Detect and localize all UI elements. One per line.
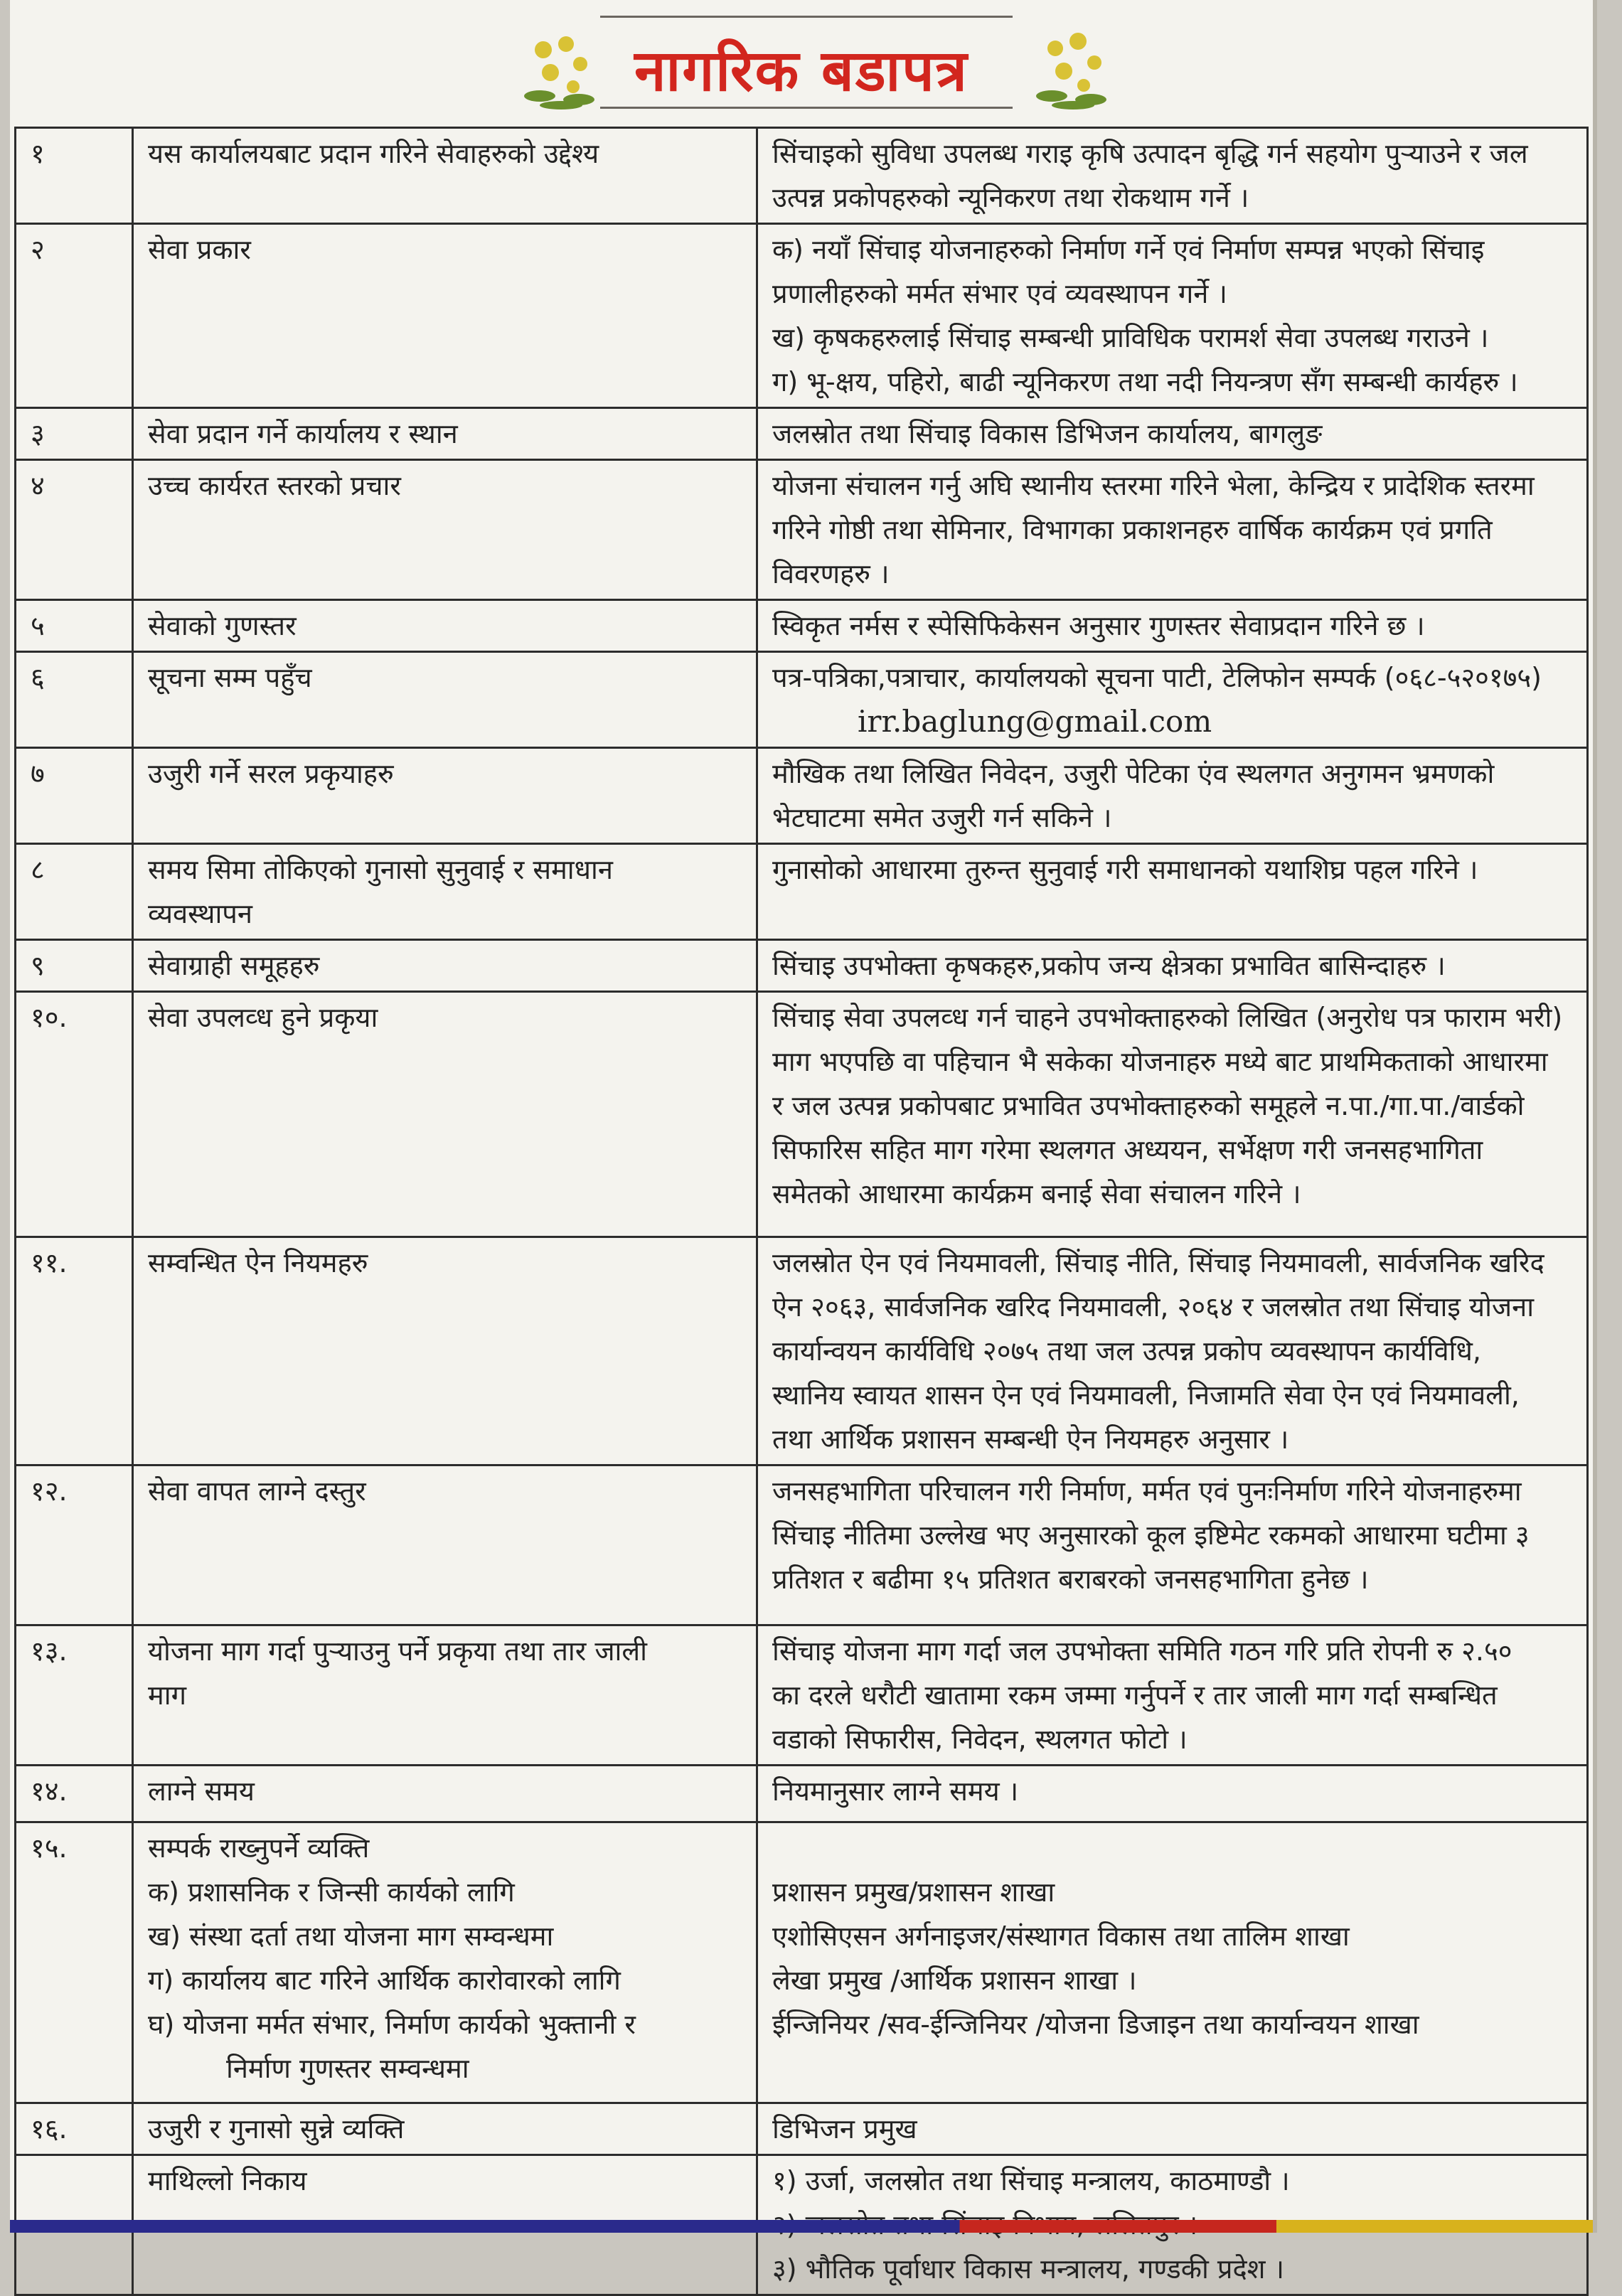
description-line: स्थानिय स्वायत शासन ऐन एवं नियमावली, निजामति सेवा ऐन एवं नियमावली, xyxy=(772,1379,1520,1411)
description-line: र जल उत्पन्न प्रकोपबाट प्रभावित उपभोक्ताहरुको समूहले न.पा./गा.पा./वार्डको xyxy=(772,1090,1525,1121)
description-line: ईन्जिनियर /सव-ईन्जिनियर /योजना डिजाइन तथा कार्यान्वयन शाखा xyxy=(772,2009,1419,2040)
description-line: उत्पन्न प्रकोपहरुको न्यूनिकरण तथा रोकथाम गर्ने । xyxy=(772,182,1249,213)
page-title: नागरिक बडापत्र xyxy=(634,38,969,104)
row-number: १६. xyxy=(16,2103,133,2155)
topic-line: योजना माग गर्दा पुऱ्याउनु पर्ने प्रकृया तथा तार जाली xyxy=(148,1635,647,1667)
row-description xyxy=(757,992,1588,1237)
row-number: ७ xyxy=(16,748,133,844)
description-line: भेटघाटमा समेत उजुरी गर्न सकिने । xyxy=(772,802,1112,833)
row-topic xyxy=(133,992,757,1237)
description-line: विवरणहरु । xyxy=(772,558,890,589)
topic-line: निर्माण गुणस्तर सम्वन्धमा xyxy=(226,2053,469,2084)
description-line: स्विकृत नर्मस र स्पेसिफिकेसन अनुसार गुणस्तर सेवाप्रदान गरिने छ । xyxy=(772,610,1425,641)
topic-line: यस कार्यालयबाट प्रदान गरिने सेवाहरुको उद्देश्य xyxy=(148,138,599,169)
description-line: जनसहभागिता परिचालन गरी निर्माण, मर्मत एवं पुनःनिर्माण गरिने योजनाहरुमा xyxy=(772,1475,1522,1507)
description-line: एशोसिएसन अर्गनाइजर/संस्थागत विकास तथा तालिम शाखा xyxy=(772,1921,1350,1952)
row-topic xyxy=(133,1237,757,1465)
row-description xyxy=(757,1822,1588,2103)
topic-line: समय सिमा तोकिएको गुनासो सुनुवाई र समाधान xyxy=(148,854,613,885)
topic-line: सेवा उपलव्ध हुने प्रकृया xyxy=(148,1002,378,1033)
topic-line: सेवा प्रदान गर्ने कार्यालय र स्थान xyxy=(148,418,458,449)
table-row xyxy=(16,1625,1588,1766)
row-number: १४. xyxy=(16,1766,133,1822)
row-number: १ xyxy=(16,128,133,224)
row-topic xyxy=(133,408,757,460)
description-line: जलस्रोत तथा सिंचाइ विकास डिभिजन कार्यालय, बागलुङ xyxy=(772,418,1323,449)
topic-line: लाग्ने समय xyxy=(148,1776,255,1807)
description-line: मौखिक तथा लिखित निवेदन, उजुरी पेटिका एंव स्थलगत अनुगमन भ्रमणको xyxy=(772,758,1495,789)
topic-line: घ) योजना मर्मत संभार, निर्माण कार्यको भुक्तानी र xyxy=(148,2009,636,2040)
description-line: क) नयाँ सिंचाइ योजनाहरुको निर्माण गर्ने एवं निर्माण सम्पन्न भएको सिंचाइ xyxy=(772,234,1485,265)
description-line: लेखा प्रमुख /आर्थिक प्रशासन शाखा । xyxy=(772,1965,1137,1996)
row-number: १२. xyxy=(16,1465,133,1625)
title-area xyxy=(10,0,1593,127)
table-row xyxy=(16,1822,1588,2103)
decorative-color-band xyxy=(10,2220,1593,2233)
description-line: प्रतिशत र बढीमा १५ प्रतिशत बराबरको जनसहभागिता हुनेछ । xyxy=(772,1564,1369,1595)
row-topic xyxy=(133,748,757,844)
description-line: सिंचाइको सुविधा उपलब्ध गराइ कृषि उत्पादन बृद्धि गर्न सहयोग पुऱ्याउने र जल xyxy=(772,138,1528,169)
topic-line: सेवाग्राही समूहहरु xyxy=(148,950,320,981)
row-number: ५ xyxy=(16,600,133,652)
table-row xyxy=(16,940,1588,992)
description-line: सिंचाइ योजना माग गर्दा जल उपभोक्ता समिति गठन गरि प्रति रोपनी रु २.५० xyxy=(772,1635,1512,1667)
row-description xyxy=(757,652,1588,748)
row-description xyxy=(757,1237,1588,1465)
table-row xyxy=(16,992,1588,1237)
description-line: तथा आर्थिक प्रशासन सम्बन्धी ऐन नियमहरु अनुसार । xyxy=(772,1424,1289,1455)
description-line: डिभिजन प्रमुख xyxy=(772,2113,917,2145)
row-description xyxy=(757,748,1588,844)
row-number: १५. xyxy=(16,1822,133,2103)
row-number: ६ xyxy=(16,652,133,748)
topic-line: सम्वन्धित ऐन नियमहरु xyxy=(148,1247,368,1278)
topic-line: ग) कार्यालय बाट गरिने आर्थिक कारोवारको लागि xyxy=(148,1965,621,1996)
row-description xyxy=(757,128,1588,224)
row-topic xyxy=(133,1625,757,1766)
row-description xyxy=(757,1465,1588,1625)
description-line: सिंचाइ उपभोक्ता कृषकहरु,प्रकोप जन्य क्षेत्रका प्रभावित बासिन्दाहरु । xyxy=(772,950,1446,981)
table-row xyxy=(16,408,1588,460)
description-line: योजना संचालन गर्नु अघि स्थानीय स्तरमा गरिने भेला, केन्द्रिय र प्रादेशिक स्तरमा xyxy=(772,470,1535,501)
table-row xyxy=(16,600,1588,652)
citizen-charter-board xyxy=(10,0,1597,2285)
description-line: सिंचाइ नीतिमा उल्लेख भए अनुसारको कूल इष्टिमेट रकमको आधारमा घटीमा ३ xyxy=(772,1520,1530,1551)
description-line: गरिने गोष्ठी तथा सेमिनार, विभागका प्रकाशनहरु वार्षिक कार्यक्रम एवं प्रगति xyxy=(772,514,1493,545)
topic-line: उजुरी र गुनासो सुन्ने व्यक्ति xyxy=(148,2113,405,2145)
table-row xyxy=(16,460,1588,600)
description-line: जलस्रोत ऐन एवं नियमावली, सिंचाइ नीति, सिंचाइ नियमावली, सार्वजनिक खरिद xyxy=(772,1247,1544,1278)
row-number: ९ xyxy=(16,940,133,992)
table-row xyxy=(16,128,1588,224)
row-description xyxy=(757,1766,1588,1822)
ornament-top-line xyxy=(600,16,1013,18)
description-line: प्रशासन प्रमुख/प्रशासन शाखा xyxy=(772,1876,1055,1908)
table-row xyxy=(16,844,1588,940)
description-line: गुनासोको आधारमा तुरुन्त सुनुवाई गरी समाधानको यथाशिघ्र पहल गरिने । xyxy=(772,854,1478,885)
table-row xyxy=(16,1465,1588,1625)
description-line: वडाको सिफारीस, निवेदन, स्थलगत फोटो । xyxy=(772,1724,1188,1755)
topic-line: उच्च कार्यरत स्तरको प्रचार xyxy=(148,470,401,501)
row-topic xyxy=(133,1822,757,2103)
row-number: १०. xyxy=(16,992,133,1237)
description-line: माग भएपछि वा पहिचान भै सकेका योजनाहरु मध्ये बाट प्राथमिकताको आधारमा xyxy=(772,1046,1548,1077)
row-description xyxy=(757,224,1588,408)
row-topic xyxy=(133,460,757,600)
description-line: नियमानुसार लाग्ने समय । xyxy=(772,1776,1019,1807)
row-topic xyxy=(133,128,757,224)
row-topic xyxy=(133,940,757,992)
row-number: ८ xyxy=(16,844,133,940)
table-row xyxy=(16,224,1588,408)
description-line: समेतको आधारमा कार्यक्रम बनाई सेवा संचालन गरिने । xyxy=(772,1178,1301,1210)
row-description xyxy=(757,460,1588,600)
description-line: ऐन २०६३, सार्वजनिक खरिद नियमावली, २०६४ र जलस्रोत तथा सिंचाइ योजना xyxy=(772,1291,1535,1323)
row-description xyxy=(757,1625,1588,1766)
row-description xyxy=(757,940,1588,992)
description-line: पत्र-पत्रिका,पत्राचार, कार्यालयको सूचना पाटी, टेलिफोन सम्पर्क (०६८-५२०१७५) xyxy=(772,662,1542,693)
description-line: का दरले धरौटी खातामा रकम जम्मा गर्नुपर्ने र तार जाली माग गर्दा सम्बन्धित xyxy=(772,1680,1498,1711)
row-number: ३ xyxy=(16,408,133,460)
row-topic xyxy=(133,2103,757,2155)
description-line: सिंचाइ सेवा उपलव्ध गर्न चाहने उपभोक्ताहरुको लिखित (अनुरोध पत्र फाराम भरी) xyxy=(772,1002,1563,1033)
description-line: ३) भौतिक पूर्वाधार विकास मन्त्रालय, गण्डकी प्रदेश । xyxy=(772,2253,1284,2285)
row-number: ४ xyxy=(16,460,133,600)
table-row xyxy=(16,748,1588,844)
row-number: १३. xyxy=(16,1625,133,1766)
topic-line: सूचना सम्म पहुँच xyxy=(148,662,312,693)
topic-line: सम्पर्क राख्नुपर्ने व्यक्ति xyxy=(148,1832,370,1864)
topic-line: सेवाको गुणस्तर xyxy=(148,610,297,641)
row-number: २ xyxy=(16,224,133,408)
row-description xyxy=(757,600,1588,652)
topic-line: क) प्रशासनिक र जिन्सी कार्यको लागि xyxy=(148,1876,515,1908)
topic-line: उजुरी गर्ने सरल प्रकृयाहरु xyxy=(148,758,394,789)
row-number: ११. xyxy=(16,1237,133,1465)
topic-line: सेवा वापत लाग्ने दस्तुर xyxy=(148,1475,366,1507)
table-row xyxy=(16,2103,1588,2155)
row-topic xyxy=(133,1465,757,1625)
row-topic xyxy=(133,224,757,408)
description-line xyxy=(772,1826,1572,1870)
row-description xyxy=(757,844,1588,940)
row-description xyxy=(757,408,1588,460)
table-row xyxy=(16,1237,1588,1465)
topic-line: माथिल्लो निकाय xyxy=(148,2165,307,2196)
description-line: प्रणालीहरुको मर्मत संभार एवं व्यवस्थापन गर्ने । xyxy=(772,278,1227,309)
table-row xyxy=(16,1766,1588,1822)
row-topic xyxy=(133,600,757,652)
charter-table xyxy=(14,127,1589,2296)
description-line: ग) भू-क्षय, पहिरो, बाढी न्यूनिकरण तथा नदी नियन्त्रण सँग सम्बन्धी कार्यहरु । xyxy=(772,366,1518,397)
topic-line: सेवा प्रकार xyxy=(148,234,251,265)
email-address: irr.baglung@gmail.com xyxy=(858,704,1212,739)
row-topic xyxy=(133,844,757,940)
description-line: ख) कृषकहरुलाई सिंचाइ सम्बन्धी प्राविधिक परामर्श सेवा उपलब्ध गराउने । xyxy=(772,322,1489,353)
description-line: १) उर्जा, जलस्रोत तथा सिंचाइ मन्त्रालय, काठमाण्डौ । xyxy=(772,2165,1290,2196)
table-row xyxy=(16,652,1588,748)
topic-line: ख) संस्था दर्ता तथा योजना माग सम्वन्धमा xyxy=(148,1921,554,1952)
description-line: सिफारिस सहित माग गरेमा स्थलगत अध्ययन, सर्भेक्षण गरी जनसहभागिता xyxy=(772,1134,1483,1165)
row-topic xyxy=(133,652,757,748)
topic-line: माग xyxy=(148,1680,186,1711)
topic-line: व्यवस्थापन xyxy=(148,898,252,929)
row-description xyxy=(757,2103,1588,2155)
description-line: कार्यान्वयन कार्यविधि २०७५ तथा जल उत्पन्न प्रकोप व्यवस्थापन कार्यविधि, xyxy=(772,1335,1481,1367)
row-topic xyxy=(133,1766,757,1822)
